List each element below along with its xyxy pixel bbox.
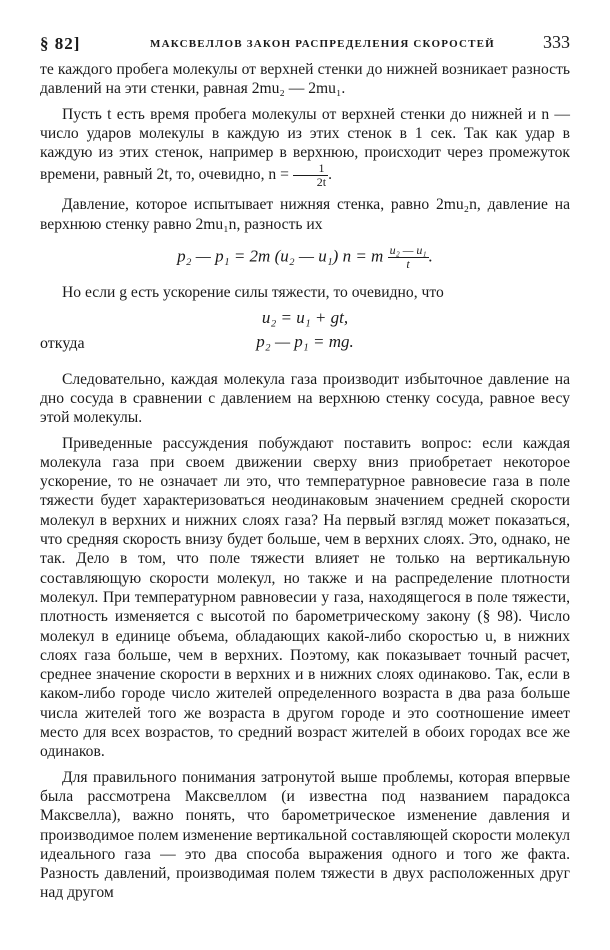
paragraph-2 [40, 105, 570, 190]
fraction-n-numerator: 1 [293, 162, 328, 176]
book-page [40, 30, 570, 909]
paragraph-5: Следовательно, каждая молекула газа производит избыточное давление на дно сосуда в сравнении с давлением на верхнюю стенку сосуда, равное весу этой молекулы. [40, 370, 570, 427]
paragraph-3: Давление, которое испытывает нижняя стенка, равно 2mu₂n, давление на верхнюю стенку равно 2mu₁n, разность их [40, 196, 570, 233]
page-body [40, 60, 570, 903]
equation-1-end: . [428, 246, 433, 266]
paragraph-7: Для правильного понимания затронутой выше проблемы, которая впервые была рассмотрена Максвеллом (и известна под названием парадокса Максвелла), важно понять, что барометрическое изменение давления и производимое полем изменение вертикальной составляющей скорости молекул идеального газа — это два способа выражения одного и того же факта. Разность давлений, производимая полем тяжести в двух расположенных друг над другом [40, 768, 570, 902]
equation-1-left: p₂ — p₁ = 2m (u₂ — u₁) n = m [177, 246, 384, 266]
equation-1-numerator: u₂ — u₁ [389, 243, 427, 258]
fraction-n [293, 162, 328, 189]
paragraph-4: Но если g есть ускорение силы тяжести, то очевидно, что [62, 284, 444, 302]
page-number: 333 [543, 32, 570, 52]
equation-1-fraction [388, 244, 429, 271]
equation-velocity: u₂ = u₁ + gt, [261, 308, 349, 328]
equation-mg: p₂ — p₁ = mg. [256, 331, 354, 351]
equation-row-mg [40, 330, 570, 356]
section-number: § 82] [40, 34, 81, 53]
running-header [40, 30, 570, 60]
paragraph-2-text: Пусть t есть время пробега молекулы от верхней стенки до нижней и n — число ударов молекулы в каждую из этих стенок в 1 сек. Так как удар в каждую из этих стенок, например в верхнюю, происходит через промежуток времени, равный 2t, то, очевидно, n = [40, 105, 570, 184]
paragraph-6: Приведенные рассуждения побуждают поставить вопрос: если каждая молекула газа при своем движении сверху вниз приобретает некоторое ускорение, то не означает ли это, что температурное равновесие газа в поле тяжести будет характеризоваться неодинаковым значением средней скорости молекул в верхних и нижних слоях газа? На первый взгляд может показаться, что средняя скорость внизу будет больше, чем в верхних слоях. Это, однако, не так. Дело в том, что поле тяжести влияет не только на вертикальную составляющую скорости молекул, но также и на распределение плотности молекул. При температурном равновесии у газа, находящегося в поле тяжести, плотность изменяется с высотой по барометрическому закону (§ 98). Число молекул в единице объема, обладающих какой-либо скоростью u, в нижних слоях газа больше, чем в верхних. Поэтому, как показывает точный расчет, среднее значение скорости в верхних и в нижних слоях одинаково. Так, если в каком-либо городе число жителей определенного возраста в два раза больше числа жителей того же возраста в другом городе и это соотношение имеет место для всех возрастов, то средний возраст жителей в обоих городах все же одинаков. [40, 434, 570, 761]
otkuda-label: откуда [40, 334, 85, 352]
equation-pressure-difference [40, 244, 570, 271]
paragraph-2-end: . [328, 166, 333, 184]
fraction-n-denominator: 2t [316, 175, 327, 190]
chapter-title: МАКСВЕЛЛОВ ЗАКОН РАСПРЕДЕЛЕНИЯ СКОРОСТЕЙ [150, 38, 495, 50]
equation-1-denominator: t [406, 257, 410, 272]
paragraph-1: те каждого пробега молекулы от верхней стенки до нижней возникает разность давлений на эти стенки, равная 2mu₂ — 2mu₁. [40, 61, 570, 98]
